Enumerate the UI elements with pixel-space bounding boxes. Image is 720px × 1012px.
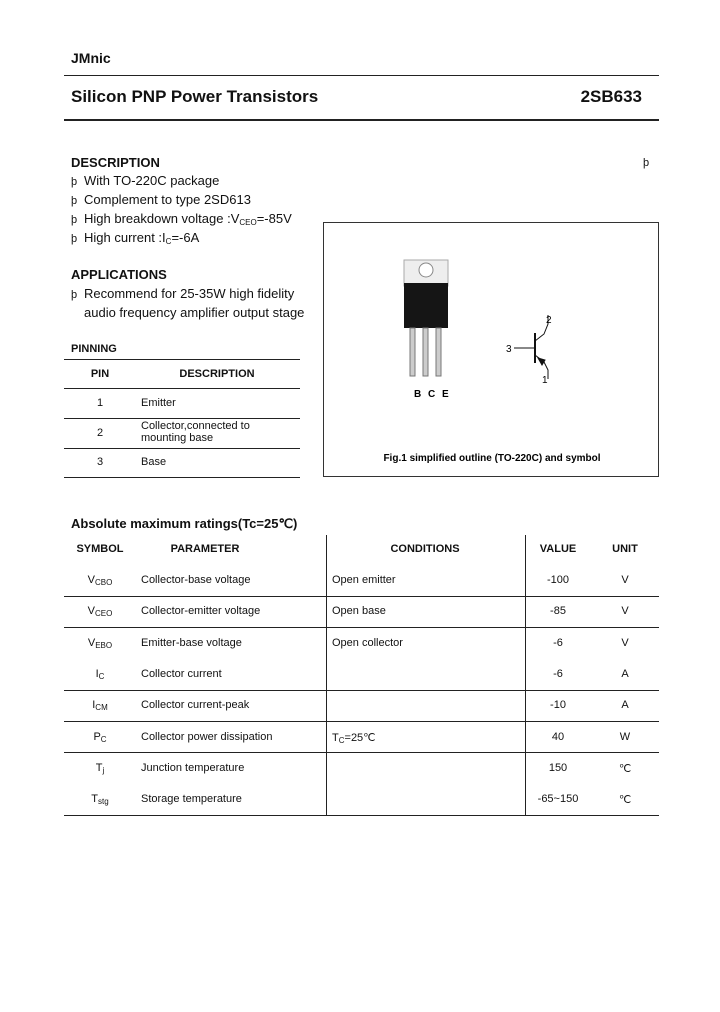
column-header: PARAMETER bbox=[170, 543, 240, 555]
condition: Open base bbox=[332, 605, 386, 618]
unit: W bbox=[619, 730, 631, 743]
value: -6 bbox=[553, 636, 563, 649]
application-line: þ Recommend for 25-35W high fidelity bbox=[71, 286, 295, 301]
stray-mark: þ bbox=[643, 157, 650, 169]
applications-heading: APPLICATIONS bbox=[71, 267, 167, 282]
brand: JMnic bbox=[71, 50, 111, 66]
symbol: $V_{CEO}$ bbox=[87, 605, 113, 619]
row-divider bbox=[64, 752, 659, 753]
pin-description: Base bbox=[141, 456, 167, 468]
parameter: Collector power dissipation bbox=[141, 730, 273, 743]
symbol: $I_{CM}$ bbox=[92, 699, 108, 713]
row-divider bbox=[64, 721, 659, 722]
pin-description: Emitter bbox=[141, 397, 176, 409]
column-header: SYMBOL bbox=[76, 543, 124, 555]
unit: V bbox=[621, 636, 629, 649]
transistor-figure bbox=[324, 223, 660, 478]
description-item: þ Complement to type 2SD613 bbox=[71, 192, 251, 207]
unit: V bbox=[621, 605, 629, 618]
value: 40 bbox=[551, 730, 565, 743]
column-header: UNIT bbox=[612, 543, 638, 555]
unit: A bbox=[621, 667, 629, 680]
value: 150 bbox=[548, 761, 568, 774]
figure-caption: Fig.1 simplified outline (TO-220C) and symbol bbox=[383, 453, 601, 464]
condition: $T_C=25℃$ bbox=[332, 731, 376, 745]
value: -100 bbox=[546, 574, 570, 586]
divider bbox=[64, 119, 659, 121]
to220-package-image bbox=[404, 260, 448, 376]
divider bbox=[64, 477, 300, 478]
description-heading: DESCRIPTION bbox=[71, 155, 160, 170]
application-line: audio frequency amplifier output stage bbox=[84, 305, 305, 320]
parameter: Collector current bbox=[141, 667, 222, 680]
part-number: 2SB633 bbox=[580, 87, 642, 106]
value: -6 bbox=[553, 667, 563, 680]
symbol: $T_j$ bbox=[95, 761, 105, 775]
parameter: Emitter-base voltage bbox=[141, 636, 242, 649]
column-divider bbox=[326, 535, 327, 815]
value: -85 bbox=[550, 605, 566, 618]
pin-number: 2 bbox=[96, 427, 104, 439]
symbol: $V_{CBO}$ bbox=[87, 574, 113, 587]
description-header: DESCRIPTION bbox=[179, 368, 255, 380]
pin-header: PIN bbox=[90, 368, 110, 380]
unit: ℃ bbox=[618, 794, 632, 807]
column-divider bbox=[525, 535, 526, 815]
description-item: þ With TO-220C package bbox=[71, 173, 220, 188]
parameter: Junction temperature bbox=[141, 761, 245, 774]
unit: A bbox=[621, 699, 629, 712]
divider bbox=[64, 448, 300, 449]
divider bbox=[64, 388, 300, 389]
symbol: $V_{EBO}$ bbox=[87, 636, 113, 650]
symbol-pin-label: 3 bbox=[506, 344, 512, 355]
row-divider bbox=[64, 627, 659, 628]
row-divider bbox=[64, 690, 659, 691]
pin-number: 1 bbox=[96, 397, 104, 409]
divider bbox=[64, 418, 300, 419]
condition: Open emitter bbox=[332, 574, 396, 586]
unit: ℃ bbox=[618, 762, 632, 775]
description-item: þ High current $:I_C=-6A$ bbox=[71, 230, 200, 246]
figure-box bbox=[323, 222, 659, 477]
value: -10 bbox=[550, 699, 566, 712]
column-header: CONDITIONS bbox=[390, 543, 460, 555]
pnp-symbol bbox=[514, 315, 548, 379]
ratings-heading: Absolute maximum ratings(Tc=25℃) bbox=[71, 516, 298, 531]
parameter: Collector-base voltage bbox=[141, 574, 251, 586]
pin-description: Collector,connected to mounting base bbox=[141, 420, 250, 444]
symbol: $I_C$ bbox=[95, 667, 105, 681]
symbol-pin-label: 2 bbox=[546, 315, 552, 326]
row-divider bbox=[64, 815, 659, 816]
column-header: VALUE bbox=[539, 543, 577, 555]
parameter: Collector current-peak bbox=[141, 699, 250, 712]
package-pin-labels: B C E bbox=[414, 389, 451, 400]
pinning-heading: PINNING bbox=[71, 343, 117, 355]
parameter: Collector-emitter voltage bbox=[141, 605, 261, 618]
divider bbox=[64, 75, 659, 76]
symbol: $T_{stg}$ bbox=[91, 793, 109, 807]
unit: V bbox=[621, 574, 629, 586]
row-divider bbox=[64, 596, 659, 597]
divider bbox=[64, 359, 300, 360]
symbol: $P_C$ bbox=[93, 730, 107, 744]
value: -65~150 bbox=[537, 793, 579, 806]
description-item: þ High breakdown voltage $:V_{CEO}=-85V$ bbox=[71, 211, 292, 227]
symbol-pin-label: 1 bbox=[542, 375, 548, 386]
pin-number: 3 bbox=[96, 456, 104, 468]
parameter: Storage temperature bbox=[141, 793, 242, 806]
condition: Open collector bbox=[332, 636, 403, 649]
page-title: Silicon PNP Power Transistors bbox=[71, 87, 319, 106]
